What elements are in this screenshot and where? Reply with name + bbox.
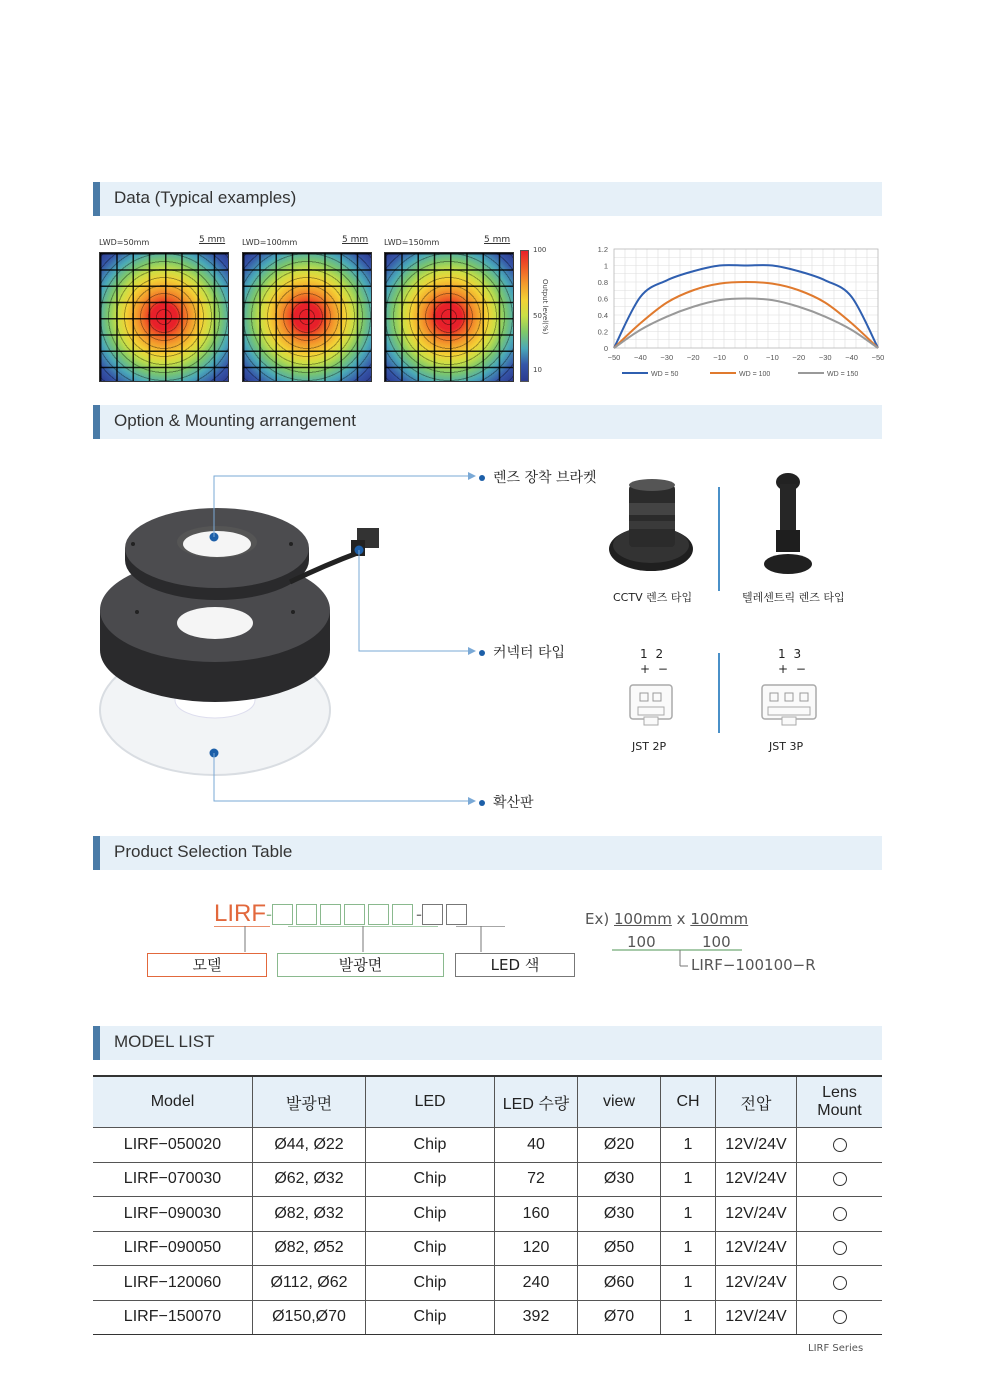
- col-header: LED 수량: [495, 1076, 578, 1128]
- heatmap-label-1: LWD=50mm: [99, 238, 150, 247]
- example-dim1: 100mm: [614, 910, 672, 928]
- table-cell: 12V/24V: [716, 1197, 797, 1232]
- col-header: Lens Mount: [797, 1076, 883, 1128]
- x-tick-label: −20: [792, 353, 806, 362]
- lens-mount-cell: [797, 1266, 883, 1301]
- col-header: 전압: [716, 1076, 797, 1128]
- y-tick-label: 0.4: [597, 311, 608, 320]
- heatmap-scale-1: 5 mm: [199, 235, 226, 245]
- table-cell: Ø60: [578, 1266, 661, 1301]
- heatmap-1: [99, 252, 229, 382]
- table-cell: 72: [495, 1162, 578, 1197]
- table-row: [93, 1128, 882, 1163]
- table-cell: 240: [495, 1266, 578, 1301]
- table-cell: 1: [661, 1128, 716, 1163]
- col-header: CH: [661, 1076, 716, 1128]
- colorbar-tick: 50: [533, 312, 542, 320]
- lens-mount-cell: [797, 1162, 883, 1197]
- table-cell: 392: [495, 1300, 578, 1335]
- col-header: 발광면: [253, 1076, 366, 1128]
- colorbar-tick: 100: [533, 246, 547, 254]
- table-cell: 1: [661, 1162, 716, 1197]
- table-cell: Ø70: [578, 1300, 661, 1335]
- section-header-models: [93, 1026, 882, 1060]
- x-tick-label: 0: [743, 353, 749, 362]
- heatmap-2: [242, 252, 372, 382]
- heatmap-scale-2: 5 mm: [342, 235, 369, 245]
- x-tick-label: −40: [634, 353, 647, 362]
- table-cell: Chip: [366, 1300, 495, 1335]
- example-value-2: 100: [702, 933, 731, 951]
- example-result: LIRF−100100−R: [691, 956, 816, 974]
- connector-name-2p: JST 2P: [632, 740, 667, 753]
- colorbar: [520, 250, 529, 382]
- part-code-connectors: [200, 926, 600, 956]
- table-cell: 12V/24V: [716, 1266, 797, 1301]
- table-cell: LIRF−120060: [93, 1266, 253, 1301]
- heatmap-scale-3: 5 mm: [484, 235, 511, 245]
- lens-type-telecentric: 텔레센트릭 렌즈 타입: [742, 591, 845, 604]
- part-code: LIRF- -: [214, 900, 470, 928]
- table-cell: LIRF−050020: [93, 1128, 253, 1163]
- section-title: Data (Typical examples): [114, 188, 297, 207]
- heatmap-3: [384, 252, 514, 382]
- model-table: [93, 1075, 882, 1335]
- table-cell: Ø62, Ø32: [253, 1162, 366, 1197]
- table-cell: 40: [495, 1128, 578, 1163]
- table-cell: Ø30: [578, 1197, 661, 1232]
- circle-icon: [833, 1138, 847, 1152]
- circle-icon: [833, 1172, 847, 1186]
- y-tick-label: 0.6: [597, 294, 608, 304]
- lens-type-cctv: CCTV 렌즈 타입: [613, 591, 693, 604]
- table-cell: 12V/24V: [716, 1300, 797, 1335]
- table-cell: Ø150,Ø70: [253, 1300, 366, 1335]
- table-cell: Chip: [366, 1197, 495, 1232]
- table-row: [93, 1300, 882, 1335]
- section-header-data: [93, 182, 882, 216]
- table-row: [93, 1231, 882, 1266]
- lens-mount-cell: [797, 1197, 883, 1232]
- profile-line-chart: [594, 243, 884, 388]
- table-cell: Chip: [366, 1128, 495, 1163]
- connector-polarity-3p: + −: [778, 662, 808, 676]
- selection-box-emitting: 발광면: [277, 953, 444, 977]
- table-cell: 1: [661, 1231, 716, 1266]
- callout-lens-bracket: 렌즈 장착 브라켓: [479, 467, 597, 487]
- connector-polarity-2p: + −: [640, 662, 670, 676]
- table-cell: Ø20: [578, 1128, 661, 1163]
- table-cell: 160: [495, 1197, 578, 1232]
- heatmap-label-3: LWD=150mm: [384, 238, 440, 247]
- callout-connector: 커넥터 타입: [479, 642, 565, 662]
- table-cell: 1: [661, 1300, 716, 1335]
- example-prefix: Ex): [585, 910, 610, 928]
- table-cell: 12V/24V: [716, 1231, 797, 1266]
- x-tick-label: −20: [686, 353, 700, 362]
- y-tick-label: 1: [603, 261, 608, 271]
- y-tick-label: 0.2: [597, 327, 608, 337]
- legend-label: WD = 100: [739, 371, 771, 378]
- example-value-1: 100: [627, 933, 656, 951]
- table-cell: 120: [495, 1231, 578, 1266]
- circle-icon: [833, 1241, 847, 1255]
- table-cell: Ø44, Ø22: [253, 1128, 366, 1163]
- y-tick-label: 0: [603, 344, 608, 353]
- connector-name-3p: JST 3P: [769, 740, 804, 753]
- table-row: [93, 1162, 882, 1197]
- telecentric-lens-image: [758, 470, 818, 580]
- example-dim2: 100mm: [690, 910, 749, 928]
- table-cell: 12V/24V: [716, 1162, 797, 1197]
- selection-box-led-color: LED 색: [455, 953, 575, 977]
- table-cell: 1: [661, 1266, 716, 1301]
- x-tick-label: −10: [713, 353, 726, 362]
- section-title: Option & Mounting arrangement: [114, 411, 356, 430]
- circle-icon: [833, 1207, 847, 1221]
- table-cell: LIRF−070030: [93, 1162, 253, 1197]
- col-header: view: [578, 1076, 661, 1128]
- x-tick-label: −30: [660, 353, 674, 362]
- lens-divider: [718, 487, 720, 591]
- lens-mount-cell: [797, 1300, 883, 1335]
- legend-label: WD = 150: [827, 371, 859, 378]
- x-tick-label: −30: [818, 353, 832, 362]
- section-title: MODEL LIST: [114, 1032, 215, 1051]
- colorbar-tick: 10: [533, 366, 542, 374]
- y-tick-label: 1.2: [597, 245, 608, 254]
- example-times: x: [676, 910, 686, 928]
- table-cell: LIRF−090050: [93, 1231, 253, 1266]
- table-cell: Chip: [366, 1266, 495, 1301]
- table-cell: Ø82, Ø52: [253, 1231, 366, 1266]
- table-cell: Chip: [366, 1162, 495, 1197]
- table-cell: 12V/24V: [716, 1128, 797, 1163]
- colorbar-label: Output level(%): [541, 279, 549, 335]
- part-code-prefix: LIRF: [214, 900, 267, 927]
- table-cell: LIRF−150070: [93, 1300, 253, 1335]
- legend-label: WD = 50: [651, 371, 679, 378]
- x-tick-label: −40: [845, 353, 858, 362]
- selection-box-model: 모델: [147, 953, 267, 977]
- lens-mount-cell: [797, 1128, 883, 1163]
- table-cell: Chip: [366, 1231, 495, 1266]
- table-cell: Ø82, Ø32: [253, 1197, 366, 1232]
- y-tick-label: 0.8: [597, 278, 608, 287]
- table-cell: LIRF−090030: [93, 1197, 253, 1232]
- section-header-option: [93, 405, 882, 439]
- callout-diffuser: 확산판: [479, 792, 534, 812]
- x-tick-label: −50: [607, 353, 621, 362]
- table-cell: Ø112, Ø62: [253, 1266, 366, 1301]
- x-tick-label: −50: [871, 353, 884, 362]
- col-header: Model: [93, 1076, 253, 1128]
- section-header-selection: [93, 836, 882, 870]
- heatmap-label-2: LWD=100mm: [242, 238, 298, 247]
- circle-icon: [833, 1276, 847, 1290]
- table-cell: Ø30: [578, 1162, 661, 1197]
- connector-divider: [718, 653, 720, 733]
- x-tick-label: −10: [766, 353, 779, 362]
- connector-pins-2p: 1 2: [640, 647, 666, 661]
- circle-icon: [833, 1310, 847, 1324]
- table-row: [93, 1197, 882, 1232]
- jst-3p-connector-image: [760, 683, 820, 727]
- section-title: Product Selection Table: [114, 842, 293, 861]
- footer-series: LIRF Series: [808, 1343, 864, 1354]
- table-cell: Ø50: [578, 1231, 661, 1266]
- table-cell: 1: [661, 1197, 716, 1232]
- cctv-lens-image: [607, 477, 697, 577]
- col-header: LED: [366, 1076, 495, 1128]
- jst-2p-connector-image: [628, 683, 674, 727]
- table-row: [93, 1266, 882, 1301]
- table-header-row: [93, 1076, 882, 1128]
- selection-example: [585, 910, 748, 928]
- lens-mount-cell: [797, 1231, 883, 1266]
- connector-pins-3p: 1 3: [778, 647, 804, 661]
